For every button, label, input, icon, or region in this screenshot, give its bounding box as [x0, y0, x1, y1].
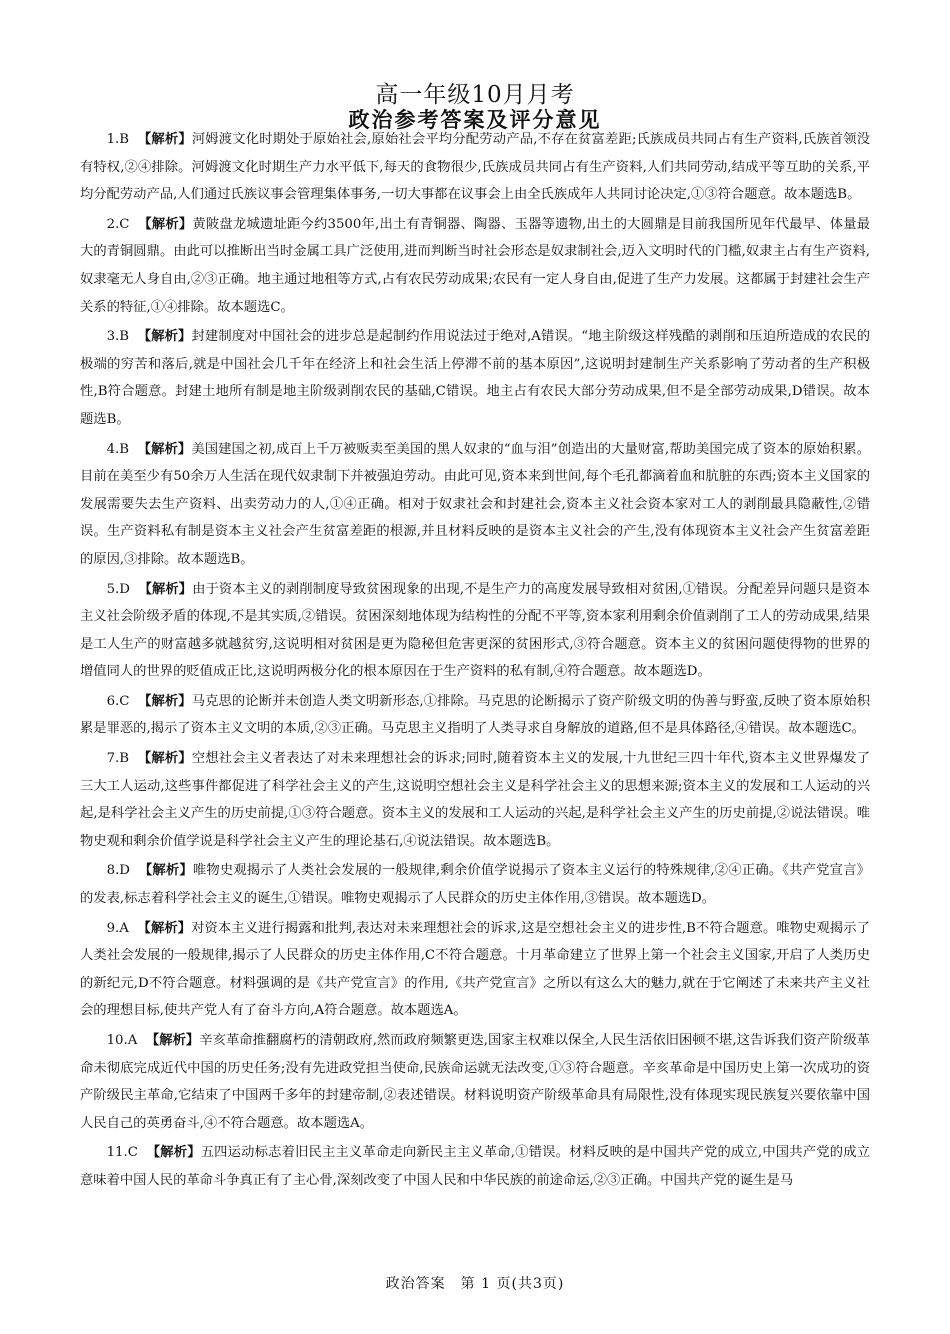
question-number: 11.C — [106, 1145, 138, 1161]
analysis-text: 由于资本主义的剥削制度导致贫困现象的出现,不是生产力的高度发展导致相对贫困,①错误。分配差异问题只是资本主义社会阶级矛盾的体现,不是其实质,②错误。贫困深刻地体现为结构性的分配不平等,资本家利用剩余价值剥削了工人的劳动成果,结果是工人生产的财富越多就越贫穷,这说明相对贫困是更为隐秘但危害更深的贫困形式,③符合题意。资本主义的贫困问题使得物的世界的增值同人的世界的贬值成正比,这说明两极分化的根本原因在于生产资料的私有制,④符合题意。故本题选D。 — [80, 581, 870, 680]
answer-item-7 — [80, 745, 870, 855]
answer-item-4 — [80, 436, 870, 574]
analysis-tag: 【解析】 — [137, 441, 192, 457]
question-number: 7.B — [106, 751, 130, 767]
answer-item-8 — [80, 857, 870, 912]
answer-item-5 — [80, 576, 870, 686]
answer-item-1 — [80, 126, 870, 209]
question-number: 2.C — [106, 216, 130, 232]
analysis-tag: 【解析】 — [146, 1145, 201, 1161]
analysis-text: 河姆渡文化时期处于原始社会,原始社会平均分配劳动产品,不存在贫富差距;氏族成员共同占有生产资料,氏族首领没有特权,②④排除。河姆渡文化时期生产力水平低下,每天的食物很少,氏族成员共同占有生产资料,人们共同劳动,结成平等互助的关系,平均分配劳动产品,人们通过氏族议事会管理集体事务,一切大事都在议事会上由全氏族成年人共同讨论决定,①③符合题意。故本题选B。 — [80, 132, 870, 203]
question-number: 8.D — [106, 863, 130, 879]
analysis-text: 空想社会主义者表达了对未来理想社会的诉求;同时,随着资本主义的发展,十九世纪三四十年代,资本主义世界爆发了三大工人运动,这些事件都促进了科学社会主义的产生,这说明空想社会主义是科学社会主义的思想来源;资本主义的发展和工人运动的兴起,是科学社会主义产生的历史前提,①③符合题意。资本主义的发展和工人运动的兴起,是科学社会主义产生的历史前提,②说法错误。唯物史观和剩余价值学说是科学社会主义产生的理论基石,④说法错误。故本题选B。 — [80, 751, 870, 849]
analysis-tag: 【解析】 — [137, 920, 192, 936]
analysis-tag: 【解析】 — [145, 1033, 200, 1048]
analysis-text: 马克思的论断并未创造人类文明新形态,①排除。马克思的论断揭示了资产阶级文明的伪善与野蛮,反映了资本原始积累是罪恶的,揭示了资本主义文明的本质,②③正确。马克思主义指明了人类寻求自身解放的道路,但不是具体路径,④错误。故本题选C。 — [80, 693, 871, 737]
question-number: 9.A — [106, 920, 129, 936]
analysis-text: 黄陂盘龙城遗址距今约3500年,出土有青铜器、陶器、玉器等遗物,出土的大圆鼎是目前我国所见年代最早、体量最大的青铜圆鼎。由此可以推断出当时金属工具广泛使用,进而判断当时社会形态是奴隶制社会,迈入文明时代的门槛,奴隶主占有生产资料,奴隶毫无人身自由,②③正确。地主通过地租等方式,占有农民劳动成果;农民有一定人身自由,促进了生产力发展。这都属于封建社会生产关系的特征,①④排除。故本题选C。 — [80, 216, 871, 315]
analysis-text: 唯物史观揭示了人类社会发展的一般规律,剩余价值学说揭示了资本主义运行的特殊规律,②④正确。《共产党宣言》的发表,标志着科学社会主义的诞生,①错误。唯物史观揭示了人民群众的历史主体作用,③错误。故本题选D。 — [80, 863, 870, 907]
question-number: 3.B — [106, 329, 130, 345]
answer-list — [80, 126, 870, 1197]
question-number: 6.C — [106, 693, 130, 709]
analysis-tag: 【解析】 — [137, 751, 192, 767]
answer-key-heading: 政治参考答案及评分意见 — [348, 107, 602, 132]
analysis-text: 封建制度对中国社会的进步总是起制约作用说法过于绝对,A错误。“地主阶级这样残酷的剥削和压迫所造成的农民的极端的穷苦和落后,就是中国社会几千年在经济上和社会生活上停滞不前的基本原因”,这说明封建制生产关系影响了劳动者的生产积极性,B符合题意。封建土地所有制是地主阶级剥削农民的基础,C错误。地主占有农民大部分劳动成果,但不是全部劳动成果,D错误。故本题选B。 — [80, 329, 870, 427]
answer-item-10 — [80, 1027, 870, 1137]
analysis-tag: 【解析】 — [138, 581, 193, 597]
answer-item-9 — [80, 915, 870, 1025]
analysis-text: 对资本主义进行揭露和批判,表达对未来理想社会的诉求,这是空想社会主义的进步性,B不符合题意。唯物史观揭示了人类社会发展的一般规律,揭示了人民群众的历史主体作用,C不符合题意。十月革命建立了世界上第一个社会主义国家,开启了人类历史的新纪元,D不符合题意。材料强调的是《共产党宣言》的作用,《共产党宣言》之所以有这么大的魅力,就在于它阐述了未来共产主义社会的理想目标,使共产党人有了奋斗方向,A符合题意。故本题选A。 — [80, 920, 871, 1019]
answer-item-3 — [80, 323, 870, 433]
analysis-text: 五四运动标志着旧民主主义革命走向新民主主义革命,①错误。材料反映的是中国共产党的成立,中国共产党的成立意味着中国人民的革命斗争真正有了主心骨,深刻改变了中国人民和中华民族的前途命运,②③正确。中国共产党的诞生是马 — [80, 1145, 870, 1188]
analysis-tag: 【解析】 — [137, 329, 192, 345]
analysis-tag: 【解析】 — [138, 693, 192, 709]
analysis-tag: 【解析】 — [138, 863, 193, 879]
question-number: 4.B — [106, 441, 130, 457]
analysis-tag: 【解析】 — [138, 216, 193, 232]
question-number: 10.A — [106, 1033, 138, 1048]
answer-item-6 — [80, 688, 870, 743]
answer-item-2 — [80, 211, 870, 321]
analysis-tag: 【解析】 — [137, 132, 192, 147]
question-number: 1.B — [106, 132, 130, 147]
question-number: 5.D — [106, 581, 130, 597]
page-footer: 政治答案 第 1 页(共3页) — [385, 1276, 565, 1292]
analysis-text: 美国建国之初,成百上千万被贩卖至美国的黑人奴隶的“血与泪”创造出的大量财富,帮助美国完成了资本的原始积累。目前在美至少有50余万人生活在现代奴隶制下并被强迫劳动。由此可见,资本来到世间,每个毛孔都滴着血和肮脏的东西;资本主义国家的发展需要失去生产资料、出卖劳动力的人,①④正确。相对于奴隶社会和封建社会,资本主义社会资本家对工人的剥削最具隐蔽性,②错误。生产资料私有制是资本主义社会产生贫富差距的根源,并且材料反映的是资本主义社会的产生,没有体现资本主义社会产生贫富差距的原因,③排除。故本题选B。 — [80, 441, 870, 567]
exam-title: 高一年级10月月考 — [375, 82, 575, 108]
analysis-text: 辛亥革命推翻腐朽的清朝政府,然而政府频繁更迭,国家主权难以保全,人民生活依旧困顿不堪,这告诉我们资产阶级革命未彻底完成近代中国的历史任务;没有先进政党担当使命,民族命运就无法改变,①③符合题意。辛亥革命是中国历史上第一次成功的资产阶级民主革命,它结束了中国两千多年的封建帝制,②表述错误。材料说明资产阶级革命具有局限性,没有体现实现民族复兴要依靠中国人民自己的英勇奋斗,④不符合题意。故本题选A。 — [80, 1033, 871, 1131]
answer-item-11 — [80, 1139, 870, 1194]
